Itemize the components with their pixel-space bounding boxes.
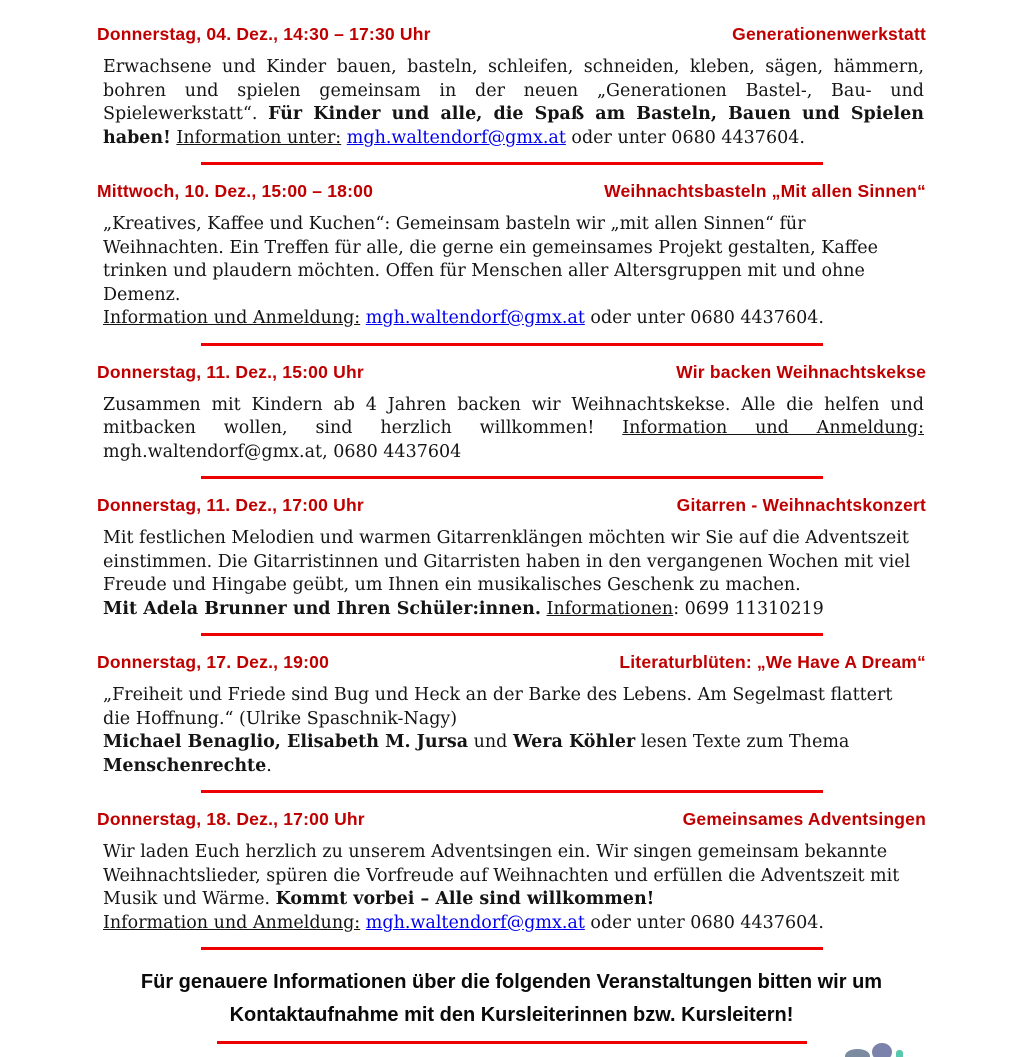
text-run: Wera Köhler [512, 732, 636, 752]
event-section [97, 362, 926, 480]
event-date: Donnerstag, 11. Dez., 17:00 Uhr [97, 495, 364, 515]
separator-rule [201, 790, 823, 793]
text-run: Information unter: [176, 127, 342, 148]
text-run: oder unter 0680 4437604. [584, 308, 824, 328]
event-date: Donnerstag, 17. Dez., 19:00 [97, 652, 330, 672]
email-link[interactable]: mgh.waltendorf@gmx.at [365, 912, 585, 933]
event-section [97, 652, 926, 793]
separator-rule [201, 476, 823, 479]
text-run: Information und Anmeldung: [103, 912, 361, 933]
text-run: Information und Anmeldung: [622, 418, 924, 438]
footer-separator-rule [217, 1041, 807, 1044]
text-run: Mit Adela Brunner und Ihren Schüler:innen. [103, 598, 541, 619]
text-run: . [266, 755, 272, 776]
separator-rule [201, 947, 823, 950]
separator-rule [201, 162, 823, 165]
event-date: Donnerstag, 11. Dez., 15:00 Uhr [97, 361, 364, 382]
event-title: Weihnachtsbasteln „Mit allen Sinnen“ [604, 181, 926, 201]
event-date: Donnerstag, 18. Dez., 17:00 Uhr [97, 809, 365, 829]
logo-figure-head-left [845, 1049, 870, 1057]
separator-rule [201, 633, 823, 636]
logo-figure-head-center [872, 1043, 892, 1057]
event-section [97, 181, 926, 346]
event-paragraph [103, 731, 924, 778]
event-section [97, 809, 926, 950]
event-body [97, 213, 926, 331]
event-sections [97, 24, 926, 950]
text-run: oder unter 0680 4437604. [584, 912, 824, 933]
text-run: Kommt vorbei – Alle sind willkommen! [275, 889, 655, 909]
event-paragraph [103, 912, 924, 936]
text-run: Information und Anmeldung: [103, 308, 361, 328]
event-title: Literaturblüten: „We Have A Dream“ [619, 652, 926, 672]
text-run: Erwachsene und Kinder bauen, basteln, schleifen, schneiden, kleben, sägen, hämmern, bohren und spielen gemeinsam in der neuen „Generationen Bastel-, Bau- und Spielewerkstatt“. [103, 57, 924, 124]
text-run: Wir laden Euch herzlich zu unserem Adventsingen ein. Wir singen gemeinsam bekannte Weihnachtslieder, spüren die Vorfreude auf Weihnachten und erfüllen die Adventszeit mit Musik und Wärme. [103, 842, 900, 909]
email-link[interactable]: mgh.waltendorf@gmx.at [346, 127, 566, 148]
event-paragraph [103, 307, 924, 331]
event-paragraph [103, 598, 924, 622]
event-body [97, 527, 926, 621]
event-title: Gitarren - Weihnachtskonzert [676, 495, 926, 515]
event-paragraph [103, 213, 924, 307]
logo-figure-accent [896, 1050, 903, 1057]
text-run: Für Kinder und alle, die Spaß am Basteln, Bauen und Spielen haben! [103, 104, 924, 148]
event-header [97, 24, 926, 45]
text-run: Informationen [546, 598, 674, 619]
event-paragraph [103, 527, 924, 598]
event-date: Mittwoch, 10. Dez., 15:00 – 18:00 [97, 181, 374, 201]
event-body [97, 841, 926, 935]
event-paragraph [103, 841, 924, 912]
event-header [97, 362, 926, 383]
event-body [97, 394, 926, 465]
event-date: Donnerstag, 04. Dez., 14:30 – 17:30 Uhr [97, 24, 431, 44]
event-body [97, 56, 926, 150]
footer-note: Für genauere Informationen über die folgenden Veranstaltungen bitten wir um Kontaktaufnahme mit den Kursleiterinnen bzw. Kursleitern! [140, 971, 883, 1026]
event-header [97, 495, 926, 516]
event-header [97, 652, 926, 673]
text-run: oder unter 0680 4437604. [565, 127, 805, 148]
event-title: Wir backen Weihnachtskekse [676, 361, 926, 382]
event-header [97, 181, 926, 202]
event-title: Generationenwerkstatt [732, 24, 926, 44]
text-run: „Freiheit und Friede sind Bug und Heck an der Barke des Lebens. Am Segelmast flattert die Hoffnung.“ (Ulrike Spaschnik-Nagy) [103, 685, 893, 729]
email-link[interactable]: mgh.waltendorf@gmx.at [365, 308, 585, 328]
text-run: und [468, 732, 513, 752]
event-body [97, 684, 926, 778]
event-paragraph [103, 394, 924, 465]
event-section [97, 495, 926, 636]
event-paragraph [103, 56, 924, 150]
event-paragraph [103, 684, 924, 731]
event-section [97, 24, 926, 165]
text-run: : 0699 11310219 [673, 598, 824, 619]
event-title: Gemeinsames Adventsingen [682, 809, 926, 829]
text-run: Michael Benaglio, Elisabeth M. Jursa [103, 732, 469, 752]
text-run: lesen Texte zum Thema [635, 732, 850, 752]
separator-rule [201, 343, 823, 346]
text-run: Menschenrechte [103, 755, 267, 776]
text-run: Mit festlichen Melodien und warmen Gitarrenklängen möchten wir Sie auf die Adventszeit einstimmen. Die Gitarristinnen und Gitarristen haben in den vergangenen Wochen mit viel Freude und Hingabe geübt, um Ihnen ein musikalisches Geschenk zu machen. [103, 528, 911, 595]
event-header [97, 809, 926, 830]
text-run: mgh.waltendorf@gmx.at, 0680 4437604 [103, 441, 462, 462]
text-run: Zusammen mit Kindern ab 4 Jahren backen wir Weihnachtskekse. Alle die helfen und mitbacken wollen, sind herzlich willkommen! [103, 394, 924, 438]
text-run: „Kreatives, Kaffee und Kuchen“: Gemeinsam basteln wir „mit allen Sinnen“ für Weihnachten. Ein Treffen für alle, die gerne ein gemeinsames Projekt gestalten, Kaffee trinken und plaudern möchten. Offen für Menschen aller Altersgruppen mit und ohne Demenz. [103, 214, 878, 305]
